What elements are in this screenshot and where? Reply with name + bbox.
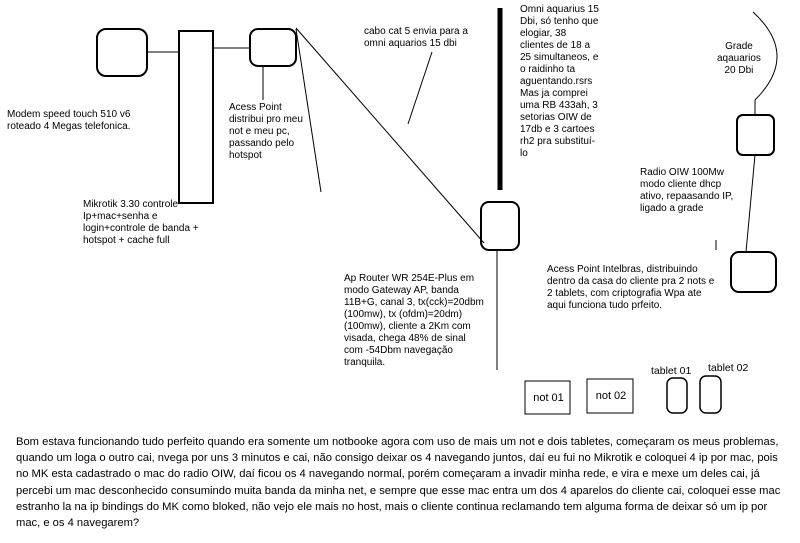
link-cable-pointer <box>408 52 432 124</box>
modem-label: Modem speed touch 510 v6 roteado 4 Megas telefonica. <box>7 109 131 132</box>
link-ap-router <box>296 28 484 243</box>
radio-oiw-label: Radio OIW 100Mw modo cliente dhcp ativo, repaasando IP, ligado a grade <box>640 167 734 214</box>
tablet-01-label: tablet 01 <box>651 365 692 377</box>
intelbras-box <box>731 252 776 292</box>
ap-router-label: Ap Router WR 254E-Plus em modo Gateway AP, banda 11B+G, canal 3, tx(cck)=20dbm (100mw), tx (ofdm)=20dm) (100mw), cliente a 2Km com visada, chega 48% de sinal com -54Dbm navegação tranquila. <box>344 273 484 368</box>
tablet-02-box <box>700 376 721 413</box>
radio-oiw-box <box>737 115 774 155</box>
intelbras-label: Acess Point Intelbras, distribuindo dentro da casa do cliente pra 2 nots e 2 tablets, com criptografia Wpa ate aqui funciona tudo prfeito. <box>547 264 715 311</box>
tablet-02-label: tablet 02 <box>708 362 749 374</box>
not-02-label: not 02 <box>595 390 627 402</box>
problem-description: Bom estava funcionando tudo perfeito quando era somente um notbooke agora com uso de mais um not e dois tabletes, começaram os meus problemas, quando um loga o outro cai, nvega por uns 3 minutos e cai, não consigo deixar os 4 navegando juntos, daí eu fui no Mikrotik e coloquei 4 ip por mac, pois no MK esta cadastrado o mac do radio OIW, daí ficou os 4 navegando normal, porém começaram a invadir minha rede, e vira e mexe um deles cai, já percebi um mac desconhecido consumindo muita banda da minha net, e sempre que esse mac entra um dos 4 aparelos do cliente cai, coloquei esse mac estranho la na ip bindings do MK como bloked, não vejo ele mais no host, mais o cliente continua reclamando tem alguma forma de deixar só um ip por mac, e os 4 navegarem? <box>16 436 781 530</box>
access-point-box <box>250 29 296 66</box>
tablet-01-box <box>667 378 687 413</box>
modem-box <box>97 29 147 76</box>
mikrotik-box <box>179 31 213 203</box>
cable-label: cabo cat 5 envia para a omni aquarios 15 dbi <box>364 26 468 49</box>
access-point-label: Acess Point distribui pro meu not e meu pc, passando pelo hotspot <box>229 102 303 161</box>
not-01-label: not 01 <box>533 392 564 404</box>
ap-router-box <box>481 202 519 250</box>
mikrotik-label: Mikrotik 3.30 controle Ip+mac+senha e login+controle de banda + hotspot + cache full <box>83 199 199 246</box>
link-radio-intelbras <box>746 155 755 252</box>
grade-label: Grade aqauarios 20 Dbi <box>717 41 761 76</box>
omni-label: Omni aquarius 15 Dbi, só tenho que elogiar, 38 clientes de 18 a 25 simultaneos, e o raidinho ta aguentando.rsrs Mas ja comprei uma RB 433ah, 3 setorias OIW de 17db e 3 cartoes rh2 pra substituí- lo <box>520 4 599 159</box>
